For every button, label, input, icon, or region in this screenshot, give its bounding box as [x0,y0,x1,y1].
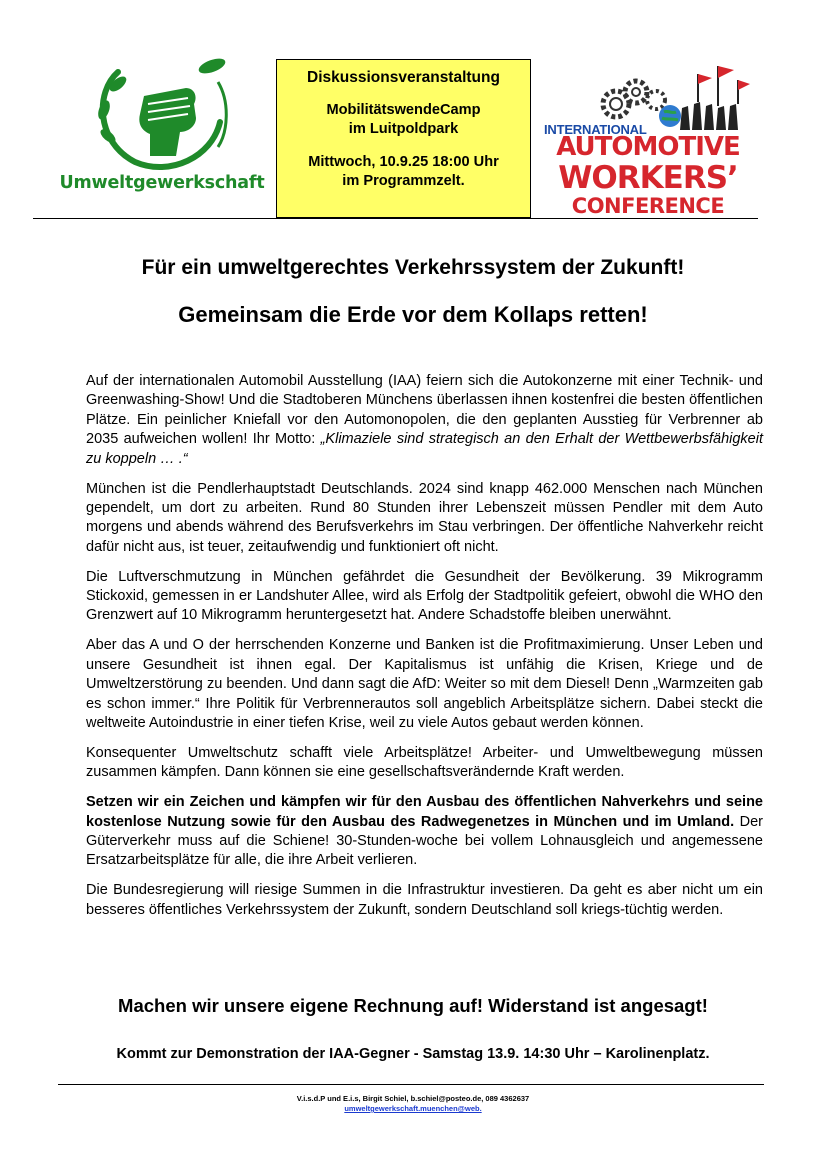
event-location-line2: im Luitpoldpark [348,121,459,137]
fist-leaf-icon [90,52,236,172]
paragraph-forderung-bold: Setzen wir ein Zeichen und kämpfen wir für den Ausbau des öffentlichen Nahverkehrs und seine kostenlose Nutzung sowie für den Ausbau des Radwegenetzes in München und im Umland. [86,794,763,830]
awc-logo [540,60,756,218]
event-time [277,153,530,191]
event-box-title: Diskussionsveranstaltung [307,69,500,86]
paragraph-iaa-quote: „Klimaziele sind strategisch an den Erhalt der Wettbewerbsfähigkeit zu koppeln … .“ [86,431,763,467]
paragraph-pendler: München ist die Pendlerhauptstadt Deutschlands. 2024 sind knapp 462.000 Menschen nach München gependelt, um dort zu arbeiten. Rund 80 Stunden ihrer Lebenszeit müssen Pendler mit dem Auto morgens und abends während des Berufsverkehrs im Stau verbringen. Der öffentliche Nahverkehr reicht dafür nicht aus, ist teuer, zeitaufwendig und funktioniert oft nicht. [86,480,763,555]
footer-credit: V.i.s.d.P und E.i.s, Birgit Schiel, b.schiel@posteo.de, 089 4362637 [296,1094,530,1103]
demo-announcement: Kommt zur Demonstration der IAA-Gegner - Samstag 13.9. 14:30 Uhr – Karolinenplatz. [116,1046,710,1062]
headline-primary: Für ein umweltgerechtes Verkehrssystem der Zukunft! [141,256,685,279]
awc-line-workers: WORKERS’ [558,160,738,196]
paragraph-iaa-text: Auf der internationalen Automobil Ausstellung (IAA) feiern sich die Autokonzerne mit einer Technik- und Greenwashing-Show! Und die Stadtoberen Münchens überlassen ihnen kostenfrei die besten öffentlichen Plätze. Ein peinlicher Kniefall vor den Automonopolen, die den geplanten Ausstieg für Verbrenner ab 2035 aufweichen wollen! Ihr Motto: [86,373,763,448]
logo-wordmark: Umweltgewerkschaft [59,173,265,193]
event-time-line2: im Programmzelt. [342,173,465,189]
paragraph-luft: Die Luftverschmutzung in München gefährdet die Gesundheit der Bevölkerung. 39 Mikrogramm Stickoxid, gemessen in er Landshuter Allee, wird als Erfolg der Stadtpolitik gefeiert, obwohl die WHO den Grenzwert auf 10 Mikrogramm heruntergesetzt hat. Andere Schadstoffe bleiben unerwähnt. [86,568,763,624]
paragraph-umweltschutz: Konsequenter Umweltschutz schafft viele Arbeitsplätze! Arbeiter- und Umweltbewegung müssen zusammen kämpfen. Dann können sie eine gesellschaftsverändernde Kraft werden. [86,744,763,781]
event-location-line1: MobilitätswendeCamp [326,102,481,118]
paragraph-iaa [86,372,763,469]
awc-international-label: INTERNATIONAL [544,122,647,137]
paragraph-profit: Aber das A und O der herrschenden Konzerne und Banken ist die Profitmaximierung. Unser Leben und unsere Gesundheit ist ihnen egal. Der Kapitalismus ist unfähig die Krisen, Kriege und de Umweltzerstörung zu beenden. Und dann sagt die AfD: Weiter so mit dem Diesel! Denn „Warmzeiten gab es schon immer.“ Ihre Politik für Verbrennerautos soll angeblich Arbeitsplätze sichern. Dabei steckt die weltweite Autoindustrie in einer tiefen Krise, weil zu viele Autos gebaut werden können. [86,637,763,731]
paragraph-forderung [86,793,763,871]
header [0,0,826,220]
event-time-line1: Mittwoch, 10.9.25 18:00 Uhr [308,154,499,170]
body-text [86,372,763,931]
footer-email-link[interactable]: umweltgewerkschaft.muenchen@web. [344,1104,482,1113]
paragraph-bundesregierung: Die Bundesregierung will riesige Summen in die Infrastruktur investieren. Da geht es aber nicht um ein besseres öffentliches Verkehrssystem der Zukunft, sondern Deutschland soll kriegs-tüchtig werden. [86,882,763,918]
event-location [277,101,530,139]
paragraph-forderung-rest: Der Güterverkehr muss auf die Schiene! 30-Stunden-woche bei vollem Lohnausgleich und angemessene Ersatzarbeitsplätze für alle, die ihre Arbeit verlieren. [86,813,763,869]
awc-line-automotive: AUTOMOTIVE [556,132,740,162]
slogan: Machen wir unsere eigene Rechnung auf! Widerstand ist angesagt! [118,995,708,1016]
umweltgewerkschaft-logo [52,52,272,212]
awc-line-conference: CONFERENCE [571,194,725,218]
headline-secondary: Gemeinsam die Erde vor dem Kollaps retten! [178,302,648,327]
gears-and-flags-icon [540,60,756,130]
footer-divider [58,1084,764,1085]
header-divider [33,218,758,219]
event-info-box [276,59,531,218]
